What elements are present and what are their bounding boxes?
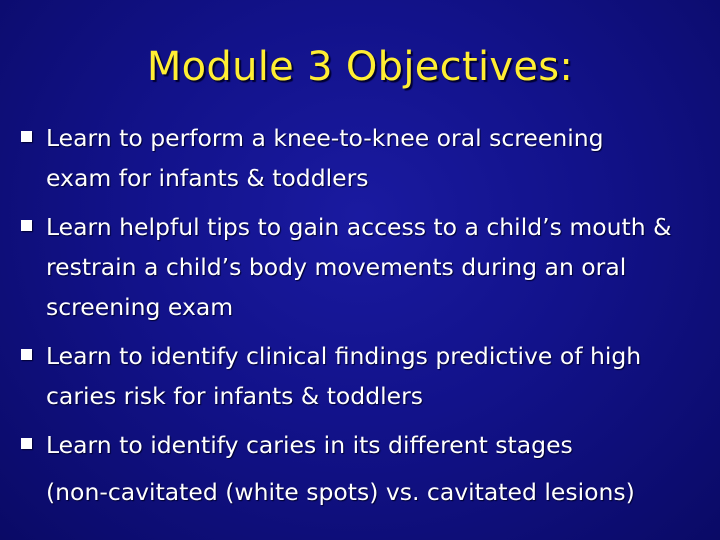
bullet-line: Learn to perform a knee-to-knee oral screening — [46, 124, 604, 152]
bullet-line: Learn to identify clinical findings predictive of high — [46, 342, 642, 370]
slide-title: Module 3 Objectives: — [146, 44, 574, 90]
bullet-line: (non-cavitated (white spots) vs. cavitated lesions) — [46, 478, 635, 506]
list-item — [18, 207, 708, 327]
square-bullet-icon — [21, 438, 32, 449]
bullet-line: Learn helpful tips to gain access to a child’s mouth & — [46, 213, 672, 241]
bullet-line: caries risk for infants & toddlers — [46, 382, 424, 410]
list-item — [18, 118, 708, 198]
objectives-list — [18, 118, 708, 512]
square-bullet-icon — [21, 349, 32, 360]
square-bullet-icon — [21, 131, 32, 142]
square-bullet-icon — [21, 220, 32, 231]
bullet-line: restrain a child’s body movements during an oral — [46, 253, 627, 281]
bullet-line: screening exam — [46, 293, 234, 321]
list-item — [18, 425, 708, 512]
list-item — [18, 336, 708, 416]
bullet-line: exam for infants & toddlers — [46, 164, 369, 192]
bullet-line: Learn to identify caries in its different stages — [46, 431, 573, 459]
